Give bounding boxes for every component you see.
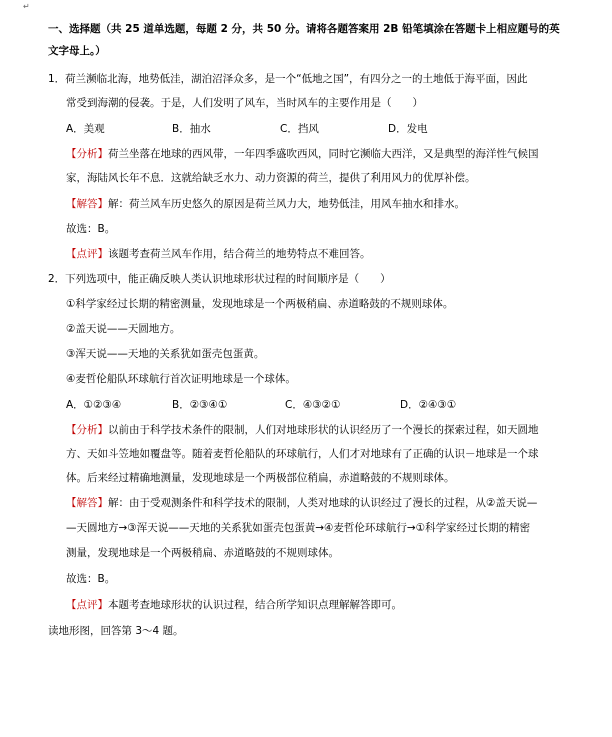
section-title: 一、选择题（共 25 道单选题，每题 2 分，共 50 分。请将各题答案用 2B 铅笔填涂在答题卡上相应题号的英 bbox=[48, 23, 560, 35]
q2-choice: 故选：B。 bbox=[66, 573, 116, 585]
paragraph-mark: ↵ bbox=[23, 2, 30, 11]
q1-option-b: B．抽水 bbox=[172, 123, 211, 135]
q2-option-a: A．①②③④ bbox=[66, 399, 122, 411]
q2-analysis-cont-1: 方、天如斗笠地如覆盘等。随着麦哲伦船队的环球航行，人们才对地球有了正确的认识－地球是一个球 bbox=[66, 448, 539, 460]
analysis-tag: 【分析】 bbox=[66, 424, 108, 436]
q2-analysis bbox=[66, 423, 539, 437]
answer-text: 解：由于受观测条件和科学技术的限制，人类对地球的认识经过了漫长的过程，从②盖天说— bbox=[108, 497, 538, 509]
answer-tag: 【解答】 bbox=[66, 198, 108, 210]
q2-answer-cont-1: —天圆地方→③浑天说——天地的关系犹如蛋壳包蛋黄→④麦哲伦环球航行→①科学家经过长期的精密 bbox=[66, 522, 531, 534]
footer-instruction: 读地形图，回答第 3～4 题。 bbox=[48, 625, 184, 637]
q1-stem: 1．荷兰濒临北海，地势低洼，湖泊沼泽众多，是一个“低地之国”，有四分之一的土地低于海平面，因此 bbox=[48, 73, 528, 85]
q1-comment bbox=[66, 247, 371, 261]
q2-item-2: ②盖天说——天圆地方。 bbox=[66, 323, 181, 335]
q2-item-3: ③浑天说——天地的关系犹如蛋壳包蛋黄。 bbox=[66, 348, 265, 360]
q1-analysis-cont: 家，海陆风长年不息．这就给缺乏水力、动力资源的荷兰，提供了利用风力的优厚补偿。 bbox=[66, 172, 476, 184]
q2-stem: 2．下列选项中，能正确反映人类认识地球形状过程的时间顺序是（ ） bbox=[48, 273, 391, 285]
comment-text: 本题考查地球形状的认识过程，结合所学知识点理解解答即可。 bbox=[108, 599, 402, 611]
q1-analysis bbox=[66, 147, 539, 161]
q1-option-a: A．美观 bbox=[66, 123, 105, 135]
analysis-text: 以前由于科学技术条件的限制，人们对地球形状的认识经历了一个漫长的探索过程，如天圆地 bbox=[108, 424, 539, 436]
q2-answer-cont-2: 测量，发现地球是一个两极稍扁、赤道略鼓的不规则球体。 bbox=[66, 547, 339, 559]
analysis-tag: 【分析】 bbox=[66, 148, 108, 160]
analysis-text: 荷兰坐落在地球的西风带，一年四季盛吹西风，同时它濒临大西洋，又是典型的海洋性气候国 bbox=[108, 148, 539, 160]
section-title-cont: 文字母上。） bbox=[48, 45, 106, 57]
answer-tag: 【解答】 bbox=[66, 497, 108, 509]
q2-item-4: ④麦哲伦船队环球航行首次证明地球是一个球体。 bbox=[66, 373, 296, 385]
comment-text: 该题考查荷兰风车作用，结合荷兰的地势特点不难回答。 bbox=[108, 248, 371, 260]
answer-text: 解：荷兰风车历史悠久的原因是荷兰风力大，地势低洼，用风车抽水和排水。 bbox=[108, 198, 465, 210]
q1-answer bbox=[66, 197, 465, 211]
comment-tag: 【点评】 bbox=[66, 599, 108, 611]
q2-comment bbox=[66, 598, 402, 612]
q2-option-d: D．②④③① bbox=[400, 399, 457, 411]
q2-answer bbox=[66, 496, 537, 510]
q2-option-c: C．④③②① bbox=[285, 399, 341, 411]
q1-stem-cont: 常受到海潮的侵袭。于是，人们发明了风车，当时风车的主要作用是（ ） bbox=[66, 97, 423, 109]
q1-option-c: C．挡风 bbox=[280, 123, 319, 135]
comment-tag: 【点评】 bbox=[66, 248, 108, 260]
q2-item-1: ①科学家经过长期的精密测量，发现地球是一个两极稍扁、赤道略鼓的不规则球体。 bbox=[66, 298, 454, 310]
q1-option-d: D．发电 bbox=[388, 123, 428, 135]
q1-choice: 故选：B。 bbox=[66, 223, 116, 235]
q2-option-b: B．②③④① bbox=[172, 399, 228, 411]
q2-analysis-cont-2: 体。后来经过精确地测量，发现地球是一个两极部位稍扁，赤道略鼓的不规则球体。 bbox=[66, 472, 455, 484]
